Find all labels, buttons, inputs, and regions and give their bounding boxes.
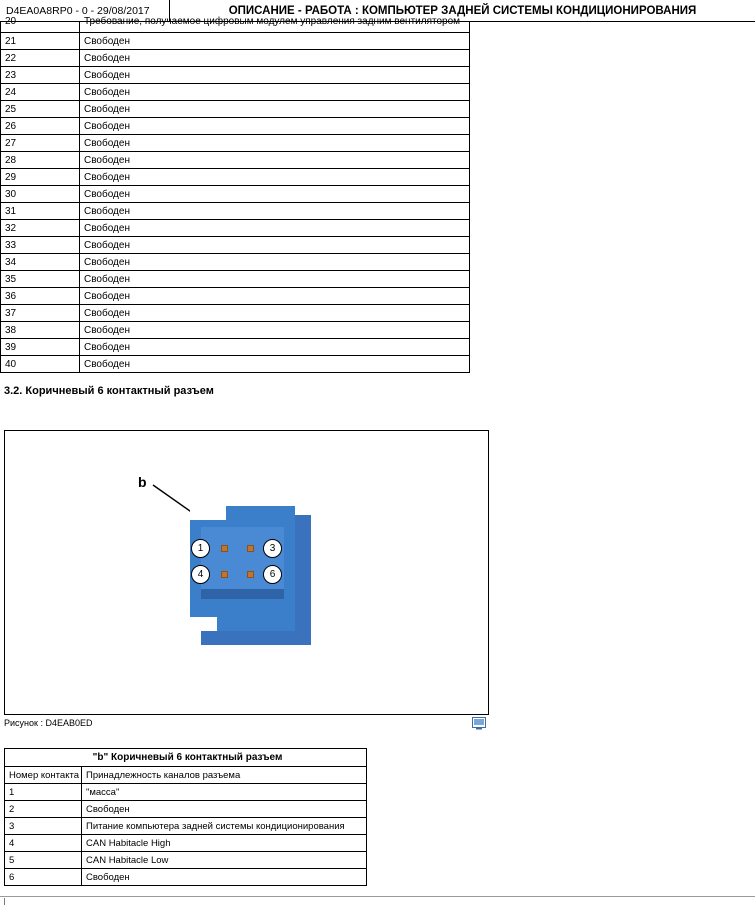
table-row — [1, 169, 470, 186]
pin-contact-1 — [221, 545, 228, 552]
pin-number-cell — [1, 16, 80, 33]
table-row — [1, 118, 470, 135]
pin-number-cell: 21 — [1, 33, 80, 50]
figure-canvas — [5, 431, 488, 714]
table-row — [5, 835, 367, 852]
pin-description-cell — [80, 16, 470, 33]
table-row — [1, 186, 470, 203]
table-row — [5, 801, 367, 818]
table-row — [1, 220, 470, 237]
pin-number-cell: 39 — [1, 339, 80, 356]
callout-letter-b: b — [138, 474, 147, 490]
pin-number-cell: 24 — [1, 84, 80, 101]
pin-description-cell: Свободен — [80, 237, 470, 254]
page-edge-tick — [4, 898, 5, 905]
pin-number-cell: 33 — [1, 237, 80, 254]
pin-number-cell: 36 — [1, 288, 80, 305]
pin-description-cell: Свободен — [80, 101, 470, 118]
table-row — [1, 271, 470, 288]
pin-description-cell: Свободен — [80, 339, 470, 356]
pin-description-cell: Свободен — [82, 869, 367, 886]
table-row — [1, 203, 470, 220]
page-title: ОПИСАНИЕ - РАБОТА : КОМПЬЮТЕР ЗАДНЕЙ СИСТЕМЫ КОНДИЦИОНИРОВАНИЯ — [228, 4, 697, 17]
pin-description-cell: Свободен — [80, 118, 470, 135]
pin-number-cell: 38 — [1, 322, 80, 339]
pin-number-cell: 31 — [1, 203, 80, 220]
pin-description-cell: Свободен — [80, 169, 470, 186]
section-heading: 3.2. Коричневый 6 контактный разъем — [4, 385, 214, 397]
pin-number-cell: 23 — [1, 67, 80, 84]
pin-description-cell: Свободен — [80, 67, 470, 84]
table-row — [5, 852, 367, 869]
pin-description-cell: "масса" — [82, 784, 367, 801]
pin-description-cell: Свободен — [80, 254, 470, 271]
pin-number-cell: 40 — [1, 356, 80, 373]
table-row — [1, 254, 470, 271]
pin-number-cell: 22 — [1, 50, 80, 67]
pin-description-text: Требование, получаемое цифровым модулем управления задним вентилятором — [84, 16, 461, 27]
pin-number-cell: 34 — [1, 254, 80, 271]
pin-number-cell: 3 — [5, 818, 82, 835]
pin-label-6: 6 — [263, 565, 282, 584]
table-row — [1, 101, 470, 118]
pin-description-cell: Свободен — [80, 186, 470, 203]
table-row — [1, 152, 470, 169]
pin-number-cell: 26 — [1, 118, 80, 135]
header-pin-number: Номер контакта — [5, 767, 82, 784]
pin-number-cell: 37 — [1, 305, 80, 322]
table-row — [1, 67, 470, 84]
connector-figure — [4, 430, 489, 715]
pin-number-cell: 32 — [1, 220, 80, 237]
pin-description-cell: CAN Habitacle High — [82, 835, 367, 852]
pin-number-cell: 4 — [5, 835, 82, 852]
pin-number-cell: 6 — [5, 869, 82, 886]
table-header-row — [5, 767, 367, 784]
pin-number-cell: 28 — [1, 152, 80, 169]
table-row — [5, 869, 367, 886]
pin-number-cell: 2 — [5, 801, 82, 818]
table-row — [1, 84, 470, 101]
pin-number-cell: 35 — [1, 271, 80, 288]
pin-label-3: 3 — [263, 539, 282, 558]
pin-number-cell: 25 — [1, 101, 80, 118]
pin-number-cell: 29 — [1, 169, 80, 186]
pin-description-cell: Свободен — [80, 33, 470, 50]
table-row — [1, 339, 470, 356]
table-row — [5, 818, 367, 835]
pin-number-text: 20 — [5, 16, 17, 27]
connector-pinout-body — [5, 749, 367, 886]
pin-description-cell: Свободен — [80, 203, 470, 220]
table-row — [1, 305, 470, 322]
connector-pinout-table — [4, 748, 367, 886]
table-row — [1, 322, 470, 339]
header-pin-description: Принадлежность каналов разъема — [82, 767, 367, 784]
pin-description-cell: Свободен — [80, 288, 470, 305]
table-row — [1, 50, 470, 67]
pin-description-cell: Свободен — [80, 135, 470, 152]
pin-table-body — [1, 16, 470, 373]
pin-number-cell: 30 — [1, 186, 80, 203]
pin-description-cell: Свободен — [80, 220, 470, 237]
table-row — [1, 135, 470, 152]
table-row — [1, 237, 470, 254]
document-reference: D4EA0A8RP0 - 0 - 29/08/2017 — [0, 0, 170, 21]
pin-description-cell: Свободен — [80, 152, 470, 169]
table-row — [1, 33, 470, 50]
pin-contact-2 — [247, 545, 254, 552]
connector-bottom-notch — [190, 617, 217, 631]
pin-description-cell: Питание компьютера задней системы кондиционирования — [82, 818, 367, 835]
pin-description-cell: Свободен — [80, 305, 470, 322]
table-row — [1, 22, 470, 33]
pin-number-cell: 27 — [1, 135, 80, 152]
pin-number-cell: 5 — [5, 852, 82, 869]
pin-description-cell: Свободен — [80, 356, 470, 373]
table-title-row — [5, 749, 367, 767]
pin-description-cell: Свободен — [80, 322, 470, 339]
pin-description-cell: CAN Habitacle Low — [82, 852, 367, 869]
pin-label-1: 1 — [191, 539, 210, 558]
connector-table-title: "b" Коричневый 6 контактный разъем — [5, 749, 367, 767]
table-row — [5, 784, 367, 801]
connector-top-notch — [190, 506, 226, 520]
page-bottom-edge — [0, 896, 755, 905]
figure-caption: Рисунок : D4EAB0ED — [4, 718, 93, 728]
table-row — [1, 288, 470, 305]
pin-description-cell: Свободен — [80, 271, 470, 288]
pin-description-cell: Свободен — [80, 50, 470, 67]
pin-description-cell: Свободен — [82, 801, 367, 818]
pin-contact-4 — [221, 571, 228, 578]
pin-label-4: 4 — [191, 565, 210, 584]
pin-description-cell: Свободен — [80, 84, 470, 101]
pin-contact-5 — [247, 571, 254, 578]
pin-assignment-table — [0, 16, 470, 373]
table-row — [1, 356, 470, 373]
pin-number-cell: 1 — [5, 784, 82, 801]
image-icon[interactable] — [472, 716, 486, 730]
connector-dark-band — [201, 589, 284, 599]
